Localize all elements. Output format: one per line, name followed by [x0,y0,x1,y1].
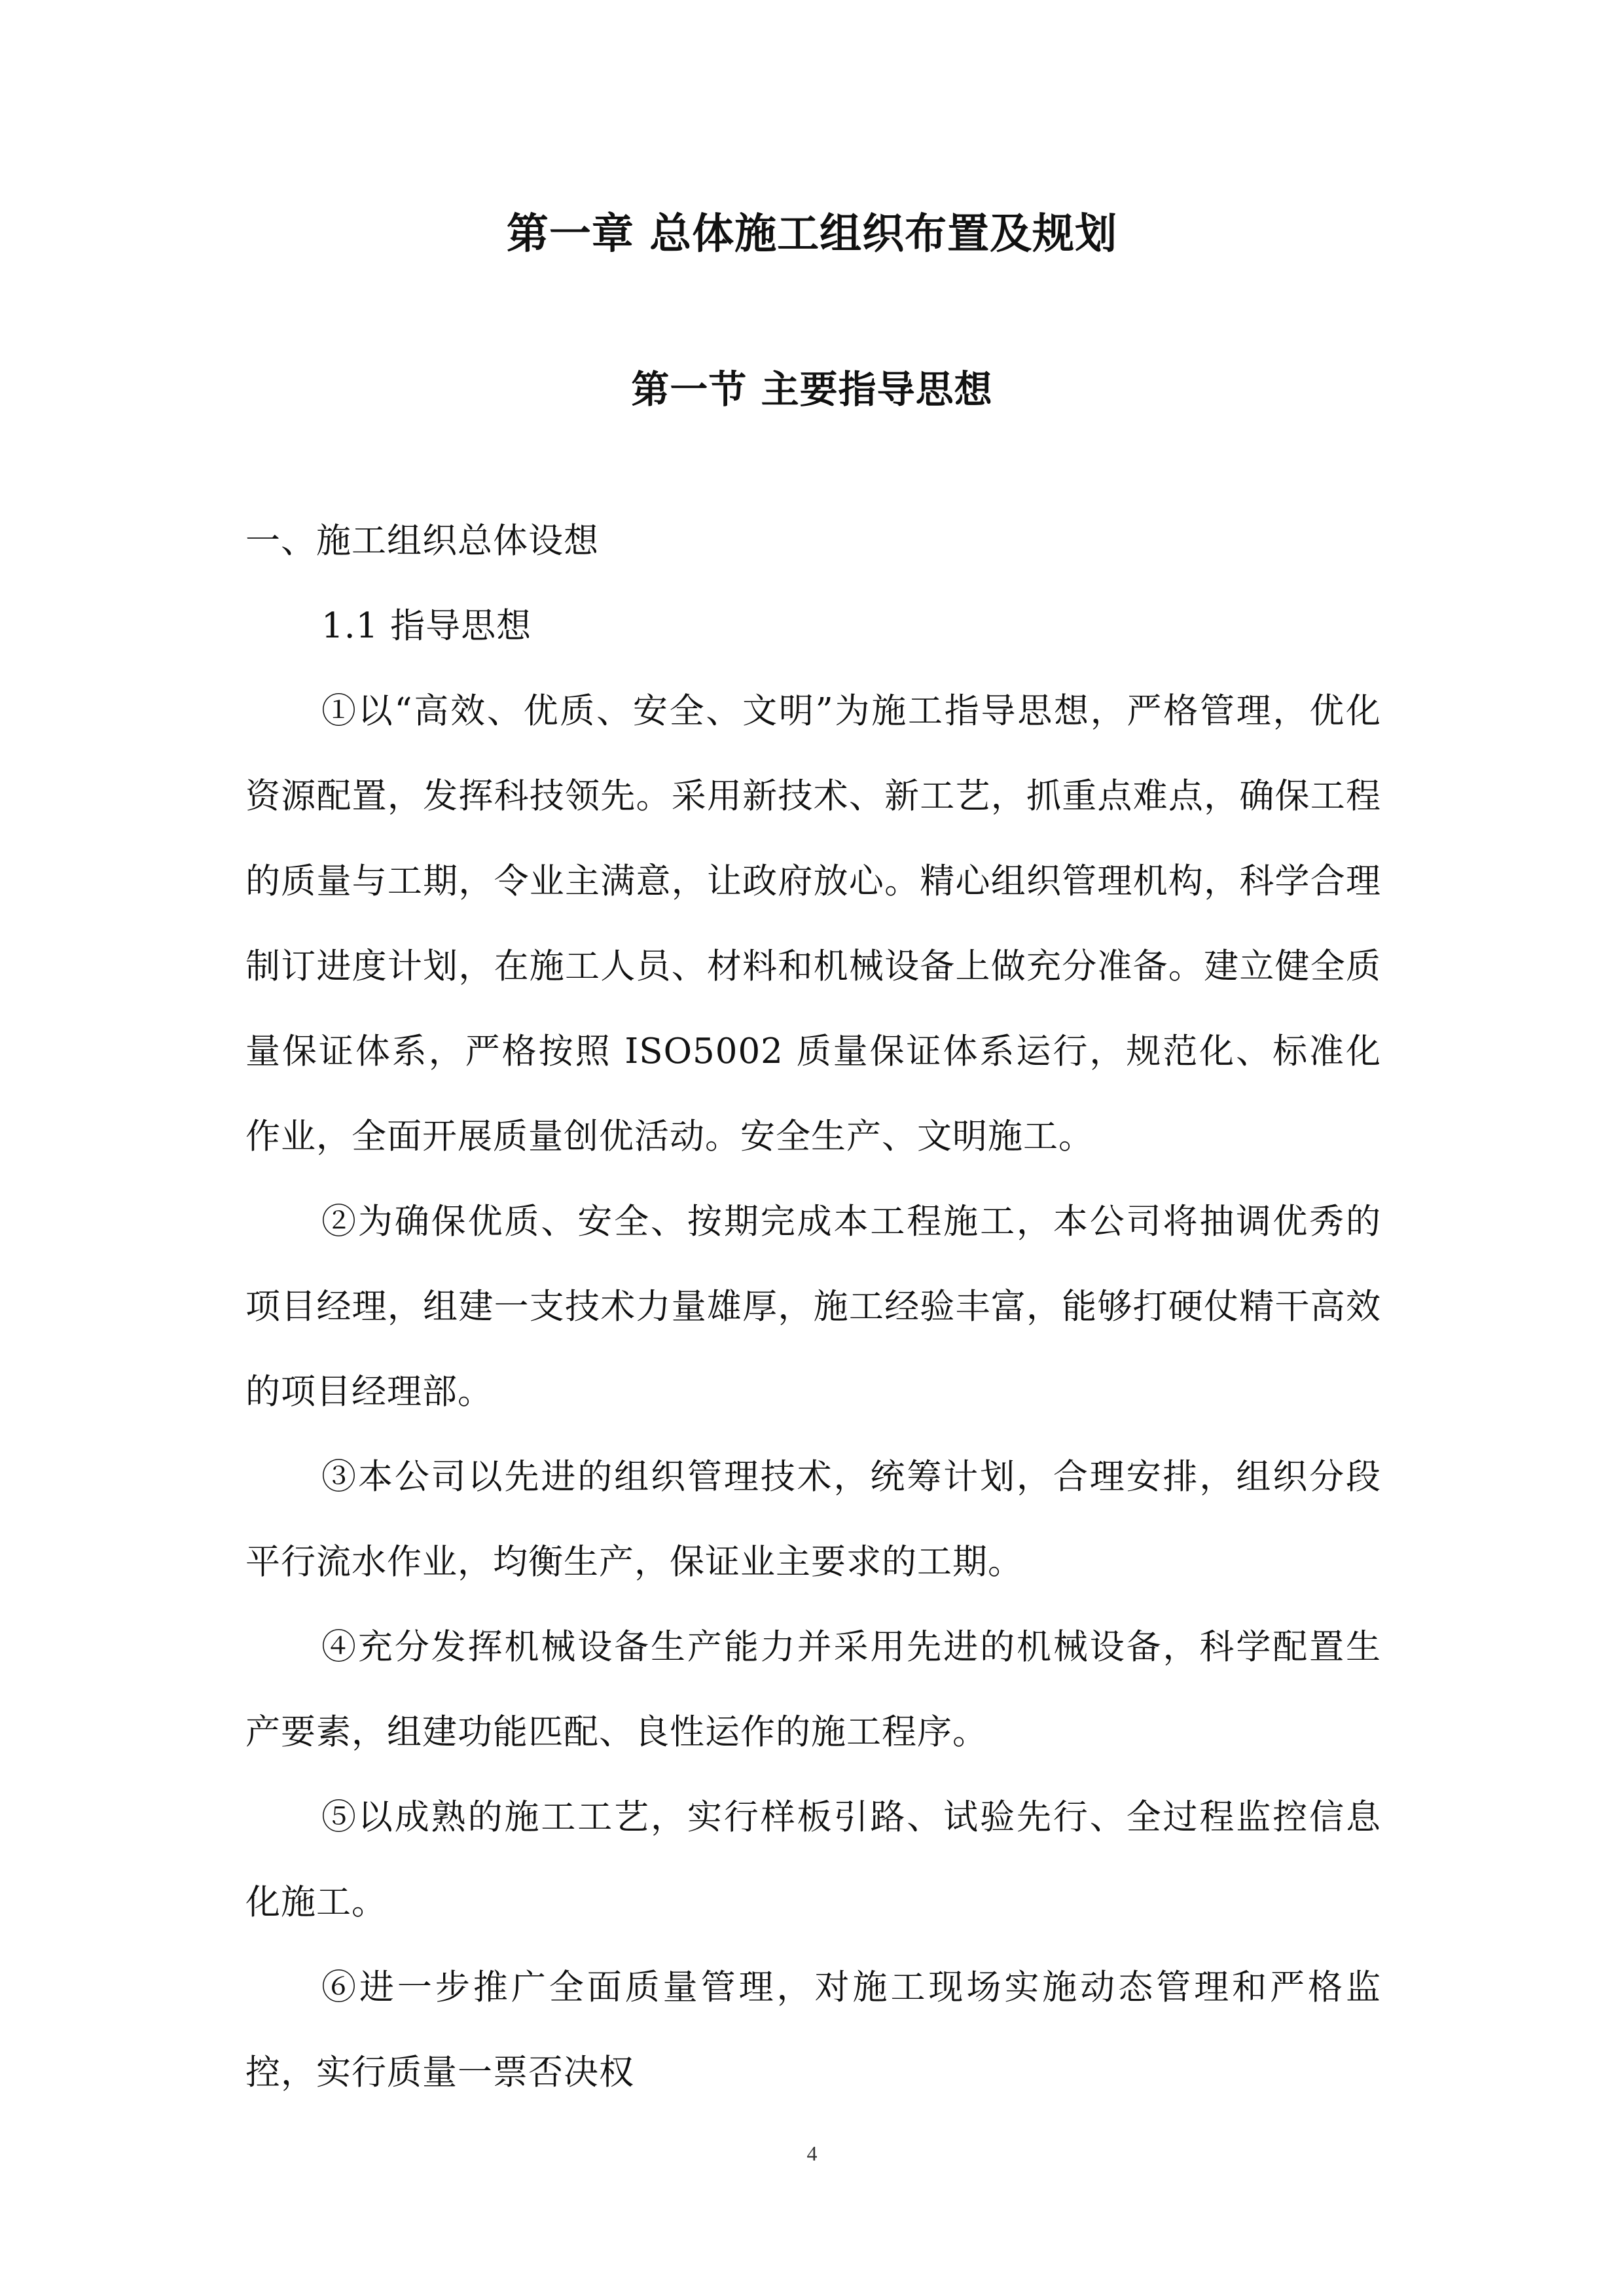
paragraph: ②为确保优质、安全、按期完成本工程施工，本公司将抽调优秀的项目经理，组建一支技术力量雄厚，施工经验丰富，能够打硬仗精干高效的项目经理部。 [245,1202,1381,1412]
paragraph: ⑥进一步推广全面质量管理，对施工现场实施动态管理和严格监控，实行质量一票否决权 [245,1967,1381,2092]
chapter-title: 第一章 总体施工组织布置及规划 [506,210,1118,259]
paragraph: ④充分发挥机械设备生产能力并采用先进的机械设备，科学配置生产要素，组建功能匹配、良性运作的施工程序。 [245,1627,1381,1752]
paragraph: ③本公司以先进的组织管理技术，统筹计划，合理安排，组织分段平行流水作业，均衡生产，保证业主要求的工期。 [245,1457,1381,1582]
paragraph: ①以“高效、优质、安全、文明”为施工指导思想，严格管理，优化资源配置，发挥科技领先。采用新技术、新工艺，抓重点难点，确保工程的质量与工期，令业主满意，让政府放心。精心组织管理机构，科学合理制订进度计划，在施工人员、材料和机械设备上做充分准备。建立健全质量保证体系，严格按照 ISO5002 质量保证体系运行，规范化、标准化作业，全面开展质量创优活动。安全生产、文明施工。 [245,691,1381,1157]
section-title: 第一节 主要指导思想 [631,367,993,412]
page-number: 4 [806,2142,818,2165]
heading-level-1: 一、施工组织总体设想 [245,521,599,561]
paragraph: ⑤以成熟的施工工艺，实行样板引路、试验先行、全过程监控信息化施工。 [245,1797,1381,1922]
heading-level-2: 1.1 指导思想 [321,606,532,646]
